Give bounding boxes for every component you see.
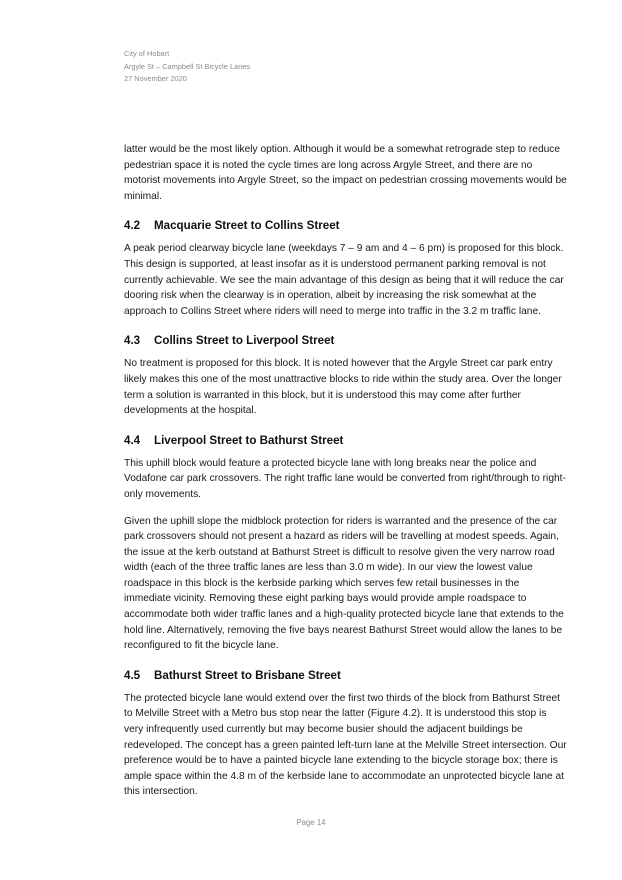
section-paragraph: No treatment is proposed for this block. It is noted however that the Argyle Street car park entry likely makes this one of the most unattractive blocks to ride within the study area. Over the longer term a solution is warranted in this block, but it is understood this may come after further developments at the hospital. [124,358,562,417]
section-heading [124,218,568,233]
section-4-2 [124,218,568,319]
section-heading [124,333,568,348]
section-heading [124,433,568,448]
section-number: 4.3 [124,334,141,348]
section-title: Collins Street to Liverpool Street [154,334,335,348]
document-body [124,142,568,800]
document-header [124,48,250,86]
section-paragraph: Given the uphill slope the midblock protection for riders is warranted and the presence of the car park crossovers should not present a hazard as riders will be travelling at modest speeds. Again, the issue at the kerb outstand at Bathurst Street is difficult to resolve given the very narrow road width (each of the three traffic lanes are less than 3.0 m wide). In our view the lowest value roadspace in this block is the kerbside parking which serves few retail businesses in the immediate vicinity. Removing these eight parking bays would provide ample roadspace to accommodate both wider traffic lanes and a high-quality protected bicycle lane that extends to the hold line. Alternatively, removing the five bays nearest Bathurst Street would allow the lanes to be reconfigured to fit the bicycle lane. [124,515,564,652]
section-title: Macquarie Street to Collins Street [154,219,340,233]
section-title: Bathurst Street to Brisbane Street [154,668,341,682]
section-4-4 [124,433,568,654]
section-number: 4.4 [124,433,141,447]
section-number: 4.2 [124,219,141,233]
page-number: Page 14 [296,818,326,827]
intro-paragraph: latter would be the most likely option. Although it would be a somewhat retrograde step to reduce pedestrian space it is noted the cycle times are long across Argyle Street, and there are no motorist movements into Argyle Street, so the impact on pedestrian crossing movements would be minimal. [124,144,567,202]
section-heading [124,668,568,683]
section-paragraph: This uphill block would feature a protected bicycle lane with long breaks near the police and Vodafone car park crossovers. The right traffic lane would be converted from right/through to right-only movements. [124,457,566,500]
section-paragraph: The protected bicycle lane would extend over the first two thirds of the block from Bathurst Street to Melville Street with a Metro bus stop near the latter (Figure 4.2). It is understood this stop is very infrequently used currently but may become busier should the adjacent buildings be redeveloped. The concept has a green painted left-turn lane at the Melville Street intersection. Our preference would be to have a painted bicycle lane extending to the bicycle storage box; there is ample space within the 4.8 m of the kerbside lane to accommodate an unprotected bicycle lane at this intersection. [124,692,567,798]
section-4-3 [124,333,568,418]
section-4-5 [124,668,568,800]
section-number: 4.5 [124,668,141,682]
header-organisation: City of Hobart [124,49,170,58]
header-date: 27 November 2020 [124,74,187,83]
section-title: Liverpool Street to Bathurst Street [154,433,344,447]
header-project: Argyle St – Campbell St Bicycle Lanes [124,61,251,71]
section-paragraph: A peak period clearway bicycle lane (weekdays 7 – 9 am and 4 – 6 pm) is proposed for this block. This design is supported, at least insofar as it is understood permanent parking removal is not currently achievable. We see the main advantage of this design as being that it will reduce the car dooring risk when the clearway is in operation, albeit by increasing the risk somewhat at the approach to Collins Street where riders will need to merge into traffic in the 3.2 m traffic lane. [124,243,564,317]
